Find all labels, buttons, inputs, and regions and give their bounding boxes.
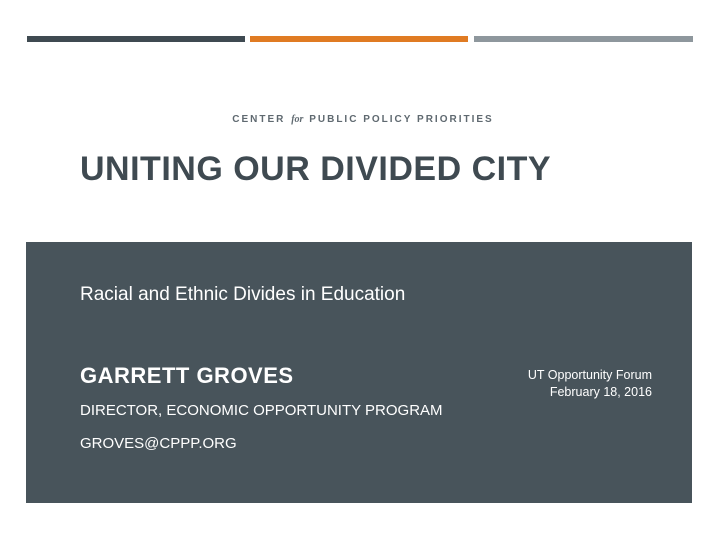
org-name-before: CENTER	[232, 114, 286, 125]
organization-logo-text	[0, 114, 720, 125]
org-name-after: PUBLIC POLICY PRIORITIES	[309, 114, 494, 125]
accent-bar-orange	[250, 36, 468, 42]
event-name: UT Opportunity Forum	[527, 368, 652, 382]
presenter-panel	[26, 242, 692, 503]
event-info	[528, 367, 652, 401]
presenter-role: DIRECTOR, ECONOMIC OPPORTUNITY PROGRAM	[80, 402, 443, 419]
accent-bar-dark	[27, 36, 245, 42]
org-name-conjunction: for	[291, 114, 304, 125]
accent-bar-gray	[474, 36, 693, 42]
presenter-name: GARRETT GROVES	[80, 363, 294, 388]
event-date: February 18, 2016	[549, 385, 652, 399]
slide-title: UNITING OUR DIVIDED CITY	[80, 150, 552, 188]
slide-subtitle: Racial and Ethnic Divides in Education	[80, 284, 406, 305]
presenter-email: GROVES@CPPP.ORG	[80, 435, 237, 452]
